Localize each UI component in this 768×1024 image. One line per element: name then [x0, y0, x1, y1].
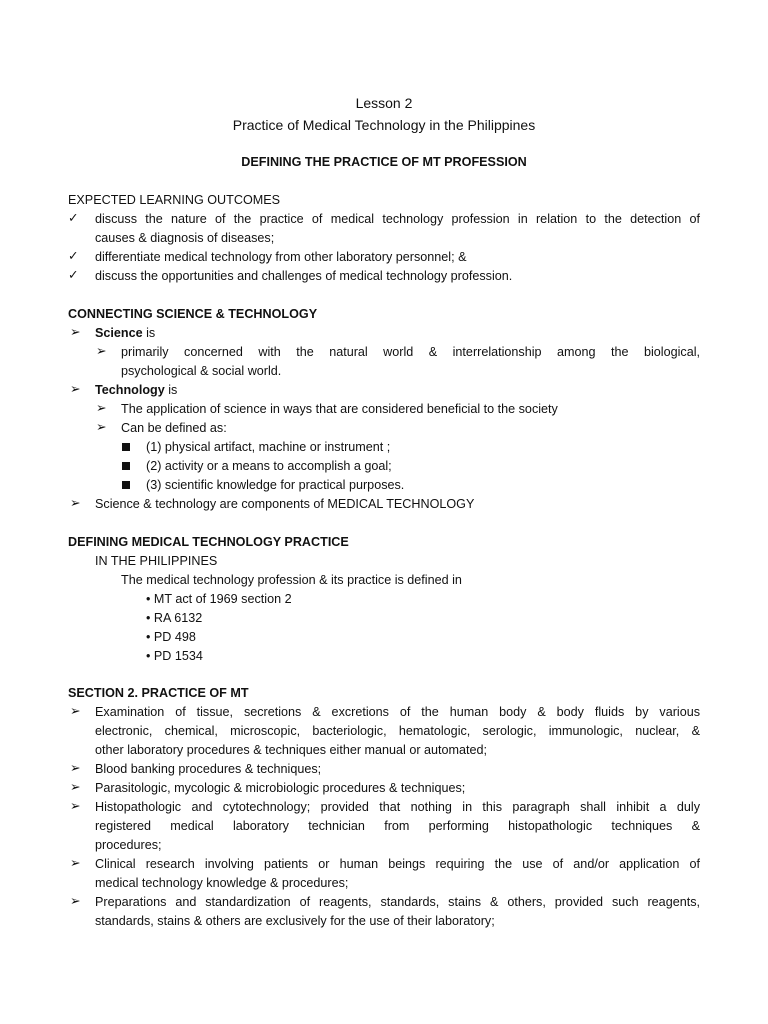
science-definition: primarily concerned with the natural world & interrelationship among the biological,	[121, 345, 700, 359]
science-line	[95, 324, 155, 343]
lesson-number: Lesson 2	[355, 95, 413, 111]
technology-def-item: (1) physical artifact, machine or instrument ;	[146, 440, 391, 454]
check-icon: ✓	[68, 249, 79, 263]
practice-item: Blood banking procedures & techniques;	[95, 762, 322, 776]
arrow-bullet-icon: ➢	[96, 344, 107, 358]
arrow-bullet-icon: ➢	[96, 420, 107, 434]
practice-item: Examination of tissue, secretions & excretions of the human body & body fluids by various	[95, 705, 700, 719]
technology-line	[95, 381, 177, 400]
outcome-item: discuss the opportunities and challenges of medical technology profession.	[95, 269, 513, 283]
science-term: Science	[95, 326, 143, 340]
arrow-bullet-icon: ➢	[70, 799, 81, 813]
practice-item-cont: procedures;	[95, 838, 162, 852]
arrow-bullet-icon: ➢	[70, 894, 81, 908]
technology-defined-as: Can be defined as:	[121, 421, 227, 435]
outcomes-heading: EXPECTED LEARNING OUTCOMES	[68, 193, 281, 207]
check-icon: ✓	[68, 268, 79, 282]
outcome-item: differentiate medical technology from other laboratory personnel; &	[95, 250, 467, 264]
practice-item: Clinical research involving patients or human beings requiring the use of and/or application of	[95, 857, 700, 871]
technology-term: Technology	[95, 383, 165, 397]
law-item: • PD 498	[146, 630, 196, 644]
square-bullet-icon	[122, 481, 130, 489]
science-definition-cont: psychological & social world.	[121, 364, 282, 378]
technology-def-item: (2) activity or a means to accomplish a goal;	[146, 459, 392, 473]
lesson-title: Practice of Medical Technology in the Philippines	[232, 117, 536, 133]
check-icon: ✓	[68, 211, 79, 225]
arrow-bullet-icon: ➢	[70, 496, 81, 510]
square-bullet-icon	[122, 462, 130, 470]
arrow-bullet-icon: ➢	[70, 761, 81, 775]
defining-subheading: IN THE PHILIPPINES	[95, 554, 218, 568]
technology-definition: The application of science in ways that are considered beneficial to the society	[121, 402, 558, 416]
arrow-bullet-icon: ➢	[70, 704, 81, 718]
section2-heading: SECTION 2. PRACTICE OF MT	[68, 686, 249, 700]
technology-rest: is	[164, 383, 178, 397]
outcome-item: discuss the nature of the practice of medical technology profession in relation to the detection of	[95, 212, 700, 226]
arrow-bullet-icon: ➢	[70, 780, 81, 794]
defining-intro: The medical technology profession & its practice is defined in	[121, 573, 462, 587]
law-item: • RA 6132	[146, 611, 203, 625]
connecting-heading: CONNECTING SCIENCE & TECHNOLOGY	[68, 307, 318, 321]
practice-item: Histopathologic and cytotechnology; provided that nothing in this paragraph shall inhibit a duly	[95, 800, 700, 814]
arrow-bullet-icon: ➢	[70, 856, 81, 870]
arrow-bullet-icon: ➢	[96, 401, 107, 415]
arrow-bullet-icon: ➢	[70, 325, 81, 339]
law-item: • MT act of 1969 section 2	[146, 592, 292, 606]
practice-item-cont: electronic, chemical, microscopic, bacteriologic, hematologic, serologic, immunologic, nuclear, &	[95, 724, 700, 738]
practice-item: Preparations and standardization of reagents, standards, stains & others, provided such reagents,	[95, 895, 700, 909]
arrow-bullet-icon: ➢	[70, 382, 81, 396]
section-subtitle: DEFINING THE PRACTICE OF MT PROFESSION	[241, 155, 527, 169]
components-line: Science & technology are components of MEDICAL TECHNOLOGY	[95, 497, 475, 511]
defining-heading: DEFINING MEDICAL TECHNOLOGY PRACTICE	[68, 535, 349, 549]
outcome-item-cont: causes & diagnosis of diseases;	[95, 231, 275, 245]
practice-item-cont: standards, stains & others are exclusively for the use of their laboratory;	[95, 914, 495, 928]
square-bullet-icon	[122, 443, 130, 451]
law-item: • PD 1534	[146, 649, 203, 663]
science-rest: is	[142, 326, 156, 340]
technology-def-item: (3) scientific knowledge for practical purposes.	[146, 478, 405, 492]
practice-item-cont: medical technology knowledge & procedures;	[95, 876, 349, 890]
practice-item: Parasitologic, mycologic & microbiologic procedures & techniques;	[95, 781, 466, 795]
practice-item-cont: other laboratory procedures & techniques either manual or automated;	[95, 743, 488, 757]
practice-item-cont: registered medical laboratory technician from performing histopathologic techniques &	[95, 819, 700, 833]
